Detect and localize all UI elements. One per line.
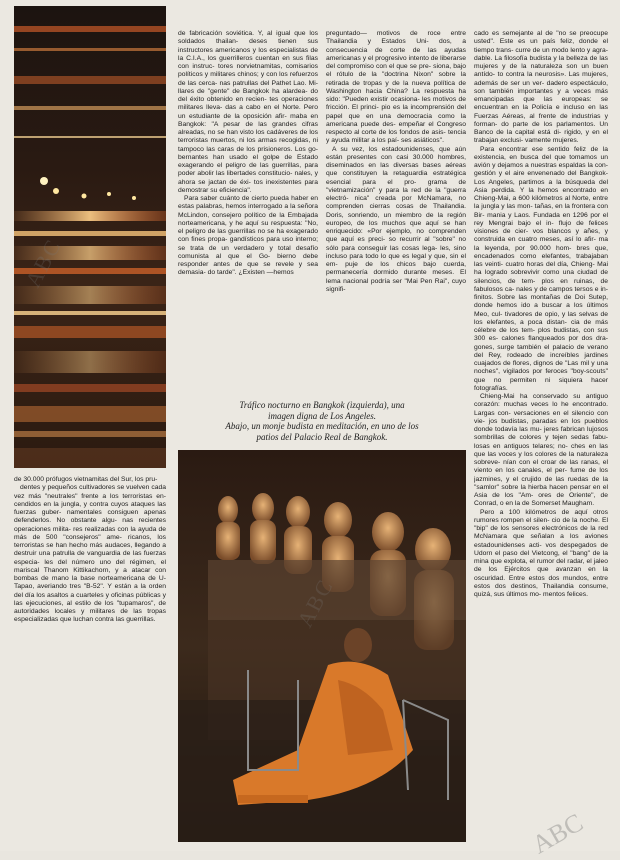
paragraph: cado es semejante al de "no se preocupe usted". Este es un país feliz, donde el tiempo trans- curre de un modo lento y agra- dable. La filosofía budista y la belleza de las mujeres y de la naturaleza son un buen antído- to contra la neurosis». Las mujeres, además de ser un ver- dadero espectáculo, son también importantes y a veces más emancipadas que las europeas: se encuentran en la Policía e incluso en las Fuerzas Aéreas, al frente de industrias y forman- do parte de los parlamentos. Un Banco de la capital está di- rigido, y en el trabajan exclusi- vamente mujeres. xyxy=(474,30,608,145)
paragraph: Chieng-Mai ha conservado su antiguo corazón: muchas veces lo he encontrado. Largas con- versaciones en el silencio con vie- jos budistas, paradas en los pueblos donde todavía las mu- jeres fabrican lujosos sombrillas de colores y tejen sedas fabu- losas en antiguos telares; no- ches en las que las voces y los colores de la naturaleza sobreve- nían con el croar de las ranas, el viento en los canales, el per- fume de los jazmines, y el crujido de las ruedas de la "samlor" sobre la hierba hacen pensar en el Asia de los "Am- ores de Oriente", de Conrad, o en la de Somerset Maugham. xyxy=(474,393,608,508)
watermark-corner: ABC xyxy=(526,807,588,860)
paragraph: Para saber cuánto de cierto pueda haber en estas palabras, hemos interrogado a la señora McLindon, consejero político de la Embajada norteamericana, y he aquí su respuesta: "No, el peligro de las guerrillas no se ha exagerado con fines propa- gandísticos para uso interno; se trata de un verdadero y total desafío comunista al que el Go- bierno debe responder antes de que se revele y sea demasia- do tarde". ¿Existen —hemos xyxy=(178,195,318,277)
paragraph: de 30.000 prófugos vietnamitas del Sur, los pru- xyxy=(14,476,158,483)
paragraph: Pero a 100 kilómetros de aquí otros rumores rompen el silen- cio de la noche. El "bip" de los sensores electrónicos de la red McNamara que señalan a los aviones estadounidenses acti- vos despegados de Udorn el paso del Vietcong, el "bang" de la mina que explota, el rumor del radar, el jaleo de los Ejércitos que avanzan en la oscuridad. Entre estos dos mundos, entre estos dos destinos, Thailandia consume, quizá, sus últimos mo- mentos felices. xyxy=(474,508,608,598)
paragraph: A su vez, los estadounidenses, que aún están presentes con casi 30.000 hombres, diseminados en las diversas bases aéreas que constituyen la retaguardia estratégica esencial para el pro- grama de "vietnamización" y para la red de la "guerra electró- nica" creada por McNamara, no comprenden cierras cosas de Thailandia. Doris, sonriendo, un miembro de la región europeo, de los muchos que aquí se han enriquecido: «Por ejemplo, no comprenden que aquí es preci- so recurrir al "sobre" no sólo para conseguir las cosas lega- les, sino incluso para todo lo que es legal y que, sin el em- puje de los chicos bajo cuerda, permanecería dormido durante meses. El lema nacional podría ser "Mai Pen Rai", cuyo signifi- xyxy=(326,145,466,293)
buddha-statues-monk-photo xyxy=(178,450,466,842)
watermark: ABC xyxy=(20,234,67,292)
paragraph: dentes y pequeños cultivadores se vuelven cada vez más "neutrales" frente a los terroristas en- cendidos en la jungla, y contra cuyos ataques las fuerzas guber- namentales consiguen apenas defenderlos. No obstante algu- nas recientes operaciones milita- res realizadas con la ayuda de más de 500 "consejeros" ame- ricanos, los terroristas se han hecho más audaces, llegando a destruir una patrulla de vanguardia de las fuerzas especia- les del número uno del régimen, el mariscal Thanom Kittikachorn, y a atacar con bombas de mano la base norteamericana de U-Tapao, averiando tres "B-52". Y están a la orden del día los asaltos a cuarteles y oficinas públicas y las ejecuciones, al estilo de los "tupamaros", de autoridades locales y militares de las tropas especializadas que luchan contra las guerrillas. xyxy=(14,484,166,624)
paragraph: preguntado— motivos de roce entre Thailandia y Estados Uni- dos, a consecuencia de corte de las ayudas americanas y el progresivo intento de liberarse del compromiso con el que se pre- siona, bajo el rótulo de la "doctrina Nixon" sobre la retirada de tropas y de la nueva política de Washington hacia China? La respuesta ha sido: "Pueden existir ocasiona- les motivos de fricción. El princi- pio es la incomprensión del papel que en una democracia como la americana puede des- empeñar el Congreso respecto al corte de los fondos de asis- tencia y ayuda militar a los paí- ses asiáticos". xyxy=(326,30,466,145)
article-column-4 xyxy=(474,30,608,842)
caption-line: Abajo, un monje budista en meditación, en uno de los xyxy=(225,421,419,431)
watermark: ABC xyxy=(292,574,339,632)
caption-line: patios del Palacio Real de Bangkok. xyxy=(256,431,388,442)
monk-image xyxy=(178,450,466,842)
traffic-night-image xyxy=(14,6,166,468)
paragraph: Para encontrar ese sentido feliz de la existencia, en busca del que tomamos un avión y dejamos a nuestras espaldas la con- gestión y el aire envenenado del Bangkok-Los Angeles, partimos a la búsqueda del Asia perdida. Y la hemos encontrado en Chieng-Mai, a 600 kilómetros al Norte, entre la jungla y las mon- tañas, en la frontera con Bir- mania y Laos. Fundada en 1296 por el rey Mengrai bajo el in- flujo de felices visiones de cier- vos blancos y añes, y construida en cuatro meses, así lo afir- ma la leyenda, por 90.000 hom- bres que, encadenados como elefantes, trabajaban las veinti- cuatro horas del día, Chieng- Mai ha logrado sobrevivir como una ciudad de silencios, de tem- plos en ruinas, de fabulosos ca- nales y de campos tersos e in- finitos. Sobre las montañas de Doi Sutep, donde hemos ido a buscar a los últimos Meo, cul- tivadores de opio, y las selvas de los elefantes, a poca distan- cia de más célebre de los tem- plos budistas, con sus 300 es- calones flanqueados por dos dra- gones, surge también el palacio de verano del Rey, rodeado de increíbles jardines cuajados de flores, dignos de "Las mil y una noches", vigilados por feroces "boy-scouts" que no permiten ni siquiera hacer fotografías. xyxy=(474,145,608,392)
article-column-2 xyxy=(178,30,318,390)
article-column-3 xyxy=(326,30,466,390)
photo-caption xyxy=(178,400,466,442)
traffic-night-photo xyxy=(14,6,166,468)
article-column-1 xyxy=(14,476,166,836)
caption-line: Tráfico nocturno en Bangkok (izquierda), una xyxy=(239,400,405,410)
caption-line: imagen digna de Los Angeles. xyxy=(267,410,377,421)
paragraph: de fabricación soviética. Y, al igual que los soldados thailan- deses tienen sus instructores americanos y los especialistas de la C.I.A., los guerrilleros cuentan en sus filas con instruc- tores norvietnamitas, comisarios políticos y militares chinos; y con los refuerzos de las cerca- nas patrullas del Pathet Lao. Mi- llares de "gente" de Bangkok ha alardea- do del éxito obtenido en recien- tes operaciones militares lleva- das a cabo en el Norte. Pero un estudiante de la oposición afir- maba en Bangkok: "A pesar de las grandes cifras alreadas, no se han visto los cadáveres de los terroristas muertos, ni los armas recogidas, ni tampoco las caras de los prisioneros. Los go- bernantes han usado el golpe de Estado exagerando el peligro de las guerrillas, para poder abolir las libertades constitucio- nales, y ahora se jactan de éxi- tos inexistentes para demostrar su eficiencia". xyxy=(178,30,318,194)
